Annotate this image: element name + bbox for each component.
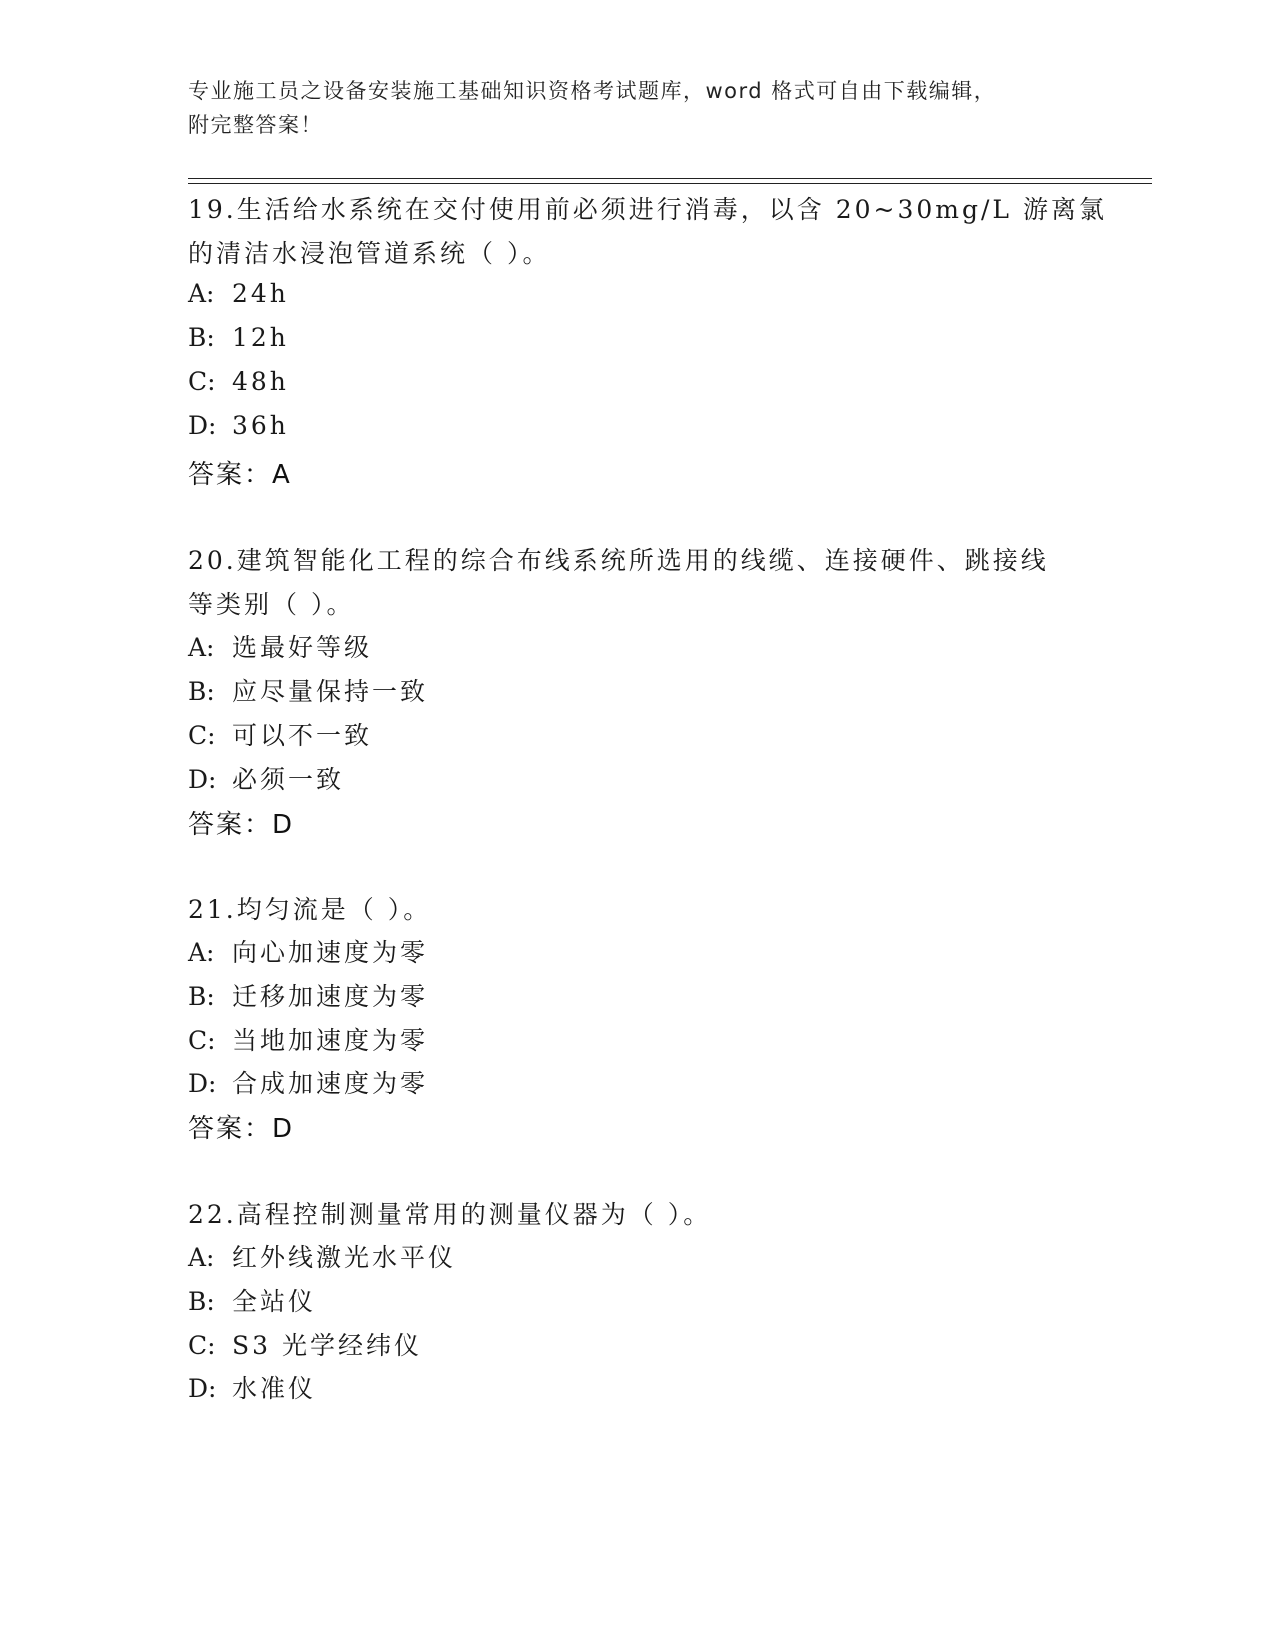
option-label: B: <box>188 323 215 352</box>
option-text: 红外线激光水平仪 <box>232 1243 457 1272</box>
document-header <box>188 74 1088 142</box>
question-stem: 22.高程控制测量常用的测量仪器为（ ）。 <box>188 1200 712 1229</box>
option-label: C: <box>188 721 216 750</box>
option-text: 向心加速度为零 <box>232 938 429 967</box>
option-text: 24h <box>232 279 289 308</box>
answer: 答案：A <box>188 460 292 490</box>
option-d <box>188 1369 316 1405</box>
option-a <box>188 628 372 664</box>
option-label: D: <box>188 765 217 794</box>
option-text: 选最好等级 <box>232 633 373 662</box>
option-text: 当地加速度为零 <box>232 1026 429 1055</box>
answer: 答案：D <box>188 810 295 840</box>
option-label: C: <box>188 1331 216 1360</box>
option-text: 应尽量保持一致 <box>232 677 429 706</box>
option-text: S3 光学经纬仪 <box>232 1331 422 1360</box>
option-label: D: <box>188 411 217 440</box>
option-b <box>188 1282 316 1318</box>
option-label: C: <box>188 367 216 396</box>
option-label: A: <box>188 633 215 662</box>
option-a <box>188 279 289 308</box>
question-stem-continued: 等类别（ ）。 <box>188 590 355 619</box>
question-stem: 20.建筑智能化工程的综合布线系统所选用的线缆、连接硬件、跳接线 <box>188 546 1049 575</box>
option-b <box>188 323 289 352</box>
option-label: A: <box>188 938 215 967</box>
option-text: 全站仪 <box>232 1287 317 1316</box>
option-d <box>188 411 289 440</box>
question-stem-continued: 的清洁水浸泡管道系统（ ）。 <box>188 239 551 268</box>
option-c <box>188 1326 422 1362</box>
option-text: 必须一致 <box>232 765 345 794</box>
option-a <box>188 1238 456 1274</box>
option-a <box>188 933 428 969</box>
option-b <box>188 672 428 708</box>
option-label: C: <box>188 1026 216 1055</box>
header-line-2: 附完整答案！ <box>188 113 323 137</box>
option-c <box>188 716 372 752</box>
option-text: 12h <box>232 323 289 352</box>
header-divider-bottom <box>188 183 1152 184</box>
option-c <box>188 1021 428 1057</box>
option-text: 迁移加速度为零 <box>232 982 429 1011</box>
question-stem: 21.均匀流是（ ）。 <box>188 895 432 924</box>
option-label: B: <box>188 982 215 1011</box>
option-label: D: <box>188 1069 217 1098</box>
option-text: 水准仪 <box>232 1374 317 1403</box>
header-line-1: 专业施工员之设备安装施工基础知识资格考试题库，word 格式可自由下载编辑， <box>188 79 997 103</box>
option-label: B: <box>188 1287 215 1316</box>
option-text: 36h <box>232 411 289 440</box>
answer: 答案：D <box>188 1114 295 1144</box>
option-d <box>188 760 344 796</box>
option-text: 可以不一致 <box>232 721 373 750</box>
option-c <box>188 367 289 396</box>
option-label: D: <box>188 1374 217 1403</box>
option-text: 48h <box>232 367 289 396</box>
option-label: A: <box>188 279 215 308</box>
option-b <box>188 977 428 1013</box>
option-text: 合成加速度为零 <box>232 1069 429 1098</box>
option-label: A: <box>188 1243 215 1272</box>
header-divider-top <box>188 178 1152 179</box>
question-stem: 19.生活给水系统在交付使用前必须进行消毒，以含 20~30mg/L 游离氯 <box>188 195 1107 224</box>
option-d <box>188 1064 428 1100</box>
option-label: B: <box>188 677 215 706</box>
